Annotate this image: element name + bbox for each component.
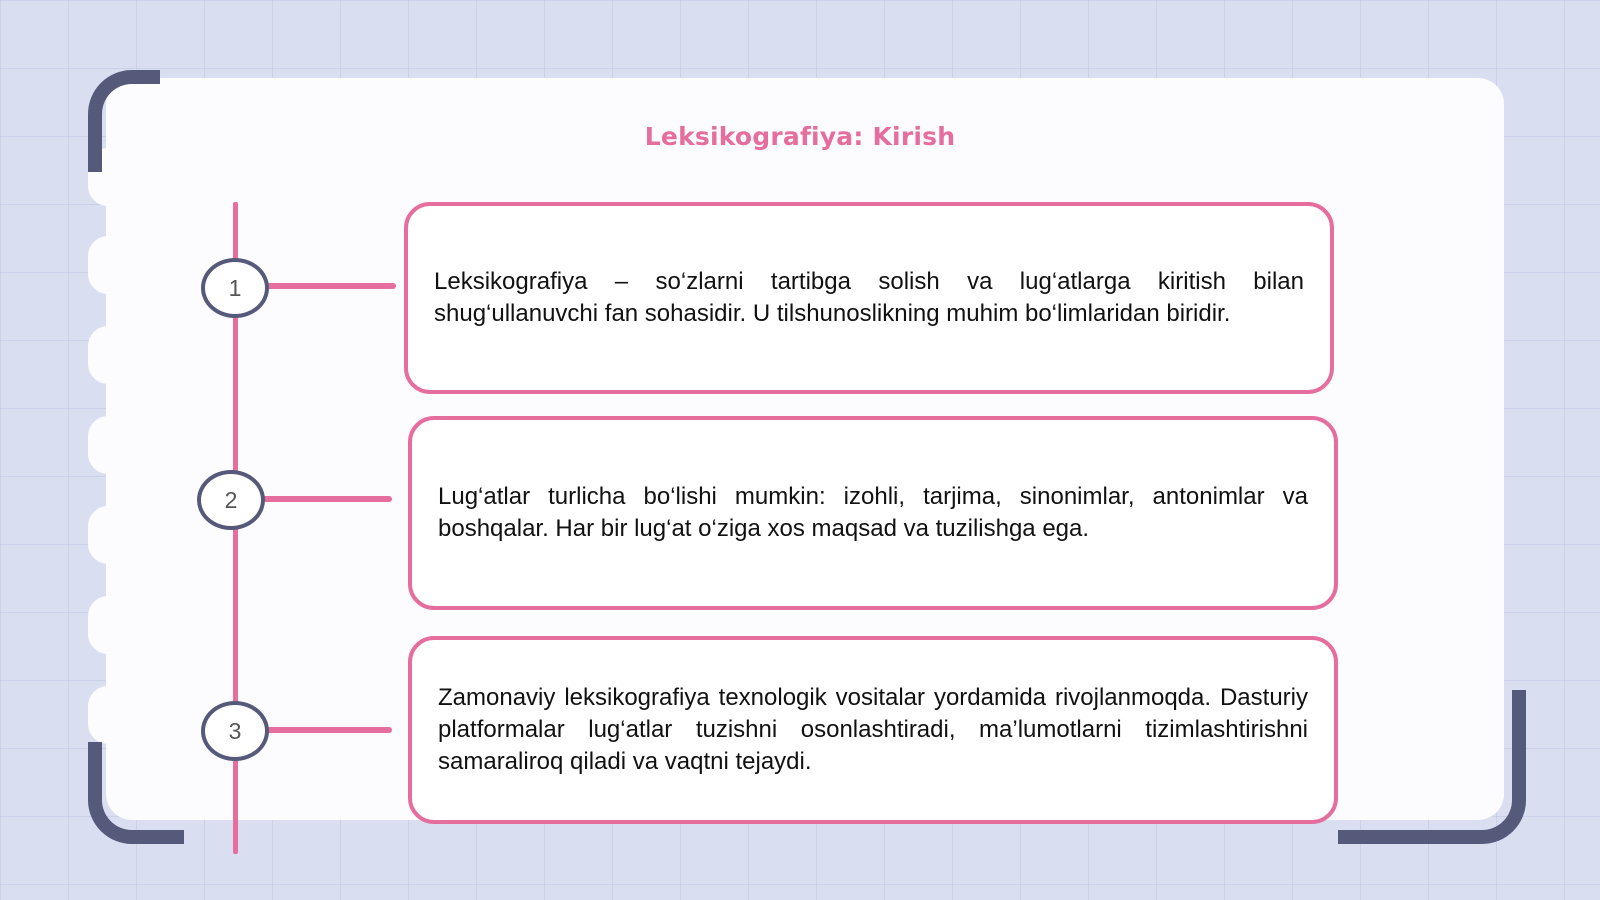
step-number-3: 3 <box>201 701 269 761</box>
content-box-3 <box>408 636 1338 824</box>
content-box-2 <box>408 416 1338 610</box>
frame-corner-bottom-left <box>88 742 184 844</box>
notebook-scallop <box>88 416 128 474</box>
content-text-1: Leksikografiya – so‘zlarni tartibga solish va lug‘atlarga kiritish bilan shug‘ullanuvchi fan sohasidir. U tilshunoslikning muhim bo‘limlaridan biridir. <box>434 268 1304 327</box>
notebook-scallop <box>88 506 128 564</box>
content-text-3: Zamonaviy leksikografiya texnologik vositalar yordamida rivojlanmoqda. Dasturiy platformalar lug‘atlar tuzishni osonlashtiradi, ma’lumotlarni tizimlashtirishni samaraliroq qiladi va vaqtni tejaydi. <box>438 684 1308 775</box>
timeline-connector-3 <box>262 727 392 733</box>
notebook-scallop <box>88 686 128 744</box>
content-text-2: Lug‘atlar turlicha bo‘lishi mumkin: izohli, tarjima, sinonimlar, antonimlar va boshqalar. Har bir lug‘at o‘ziga xos maqsad va tuzilishga ega. <box>438 483 1308 542</box>
timeline-connector-2 <box>258 496 392 502</box>
content-box-1 <box>404 202 1334 394</box>
notebook-scallop <box>88 236 128 294</box>
frame-corner-bottom-right <box>1338 690 1526 844</box>
step-number-2: 2 <box>197 470 265 530</box>
frame-corner-top-left <box>88 70 160 172</box>
slide-title: Leksikografiya: Kirish <box>644 122 956 151</box>
notebook-scallop <box>88 596 128 654</box>
timeline-connector-1 <box>262 283 396 289</box>
step-number-1: 1 <box>201 258 269 318</box>
notebook-scallop <box>88 326 128 384</box>
